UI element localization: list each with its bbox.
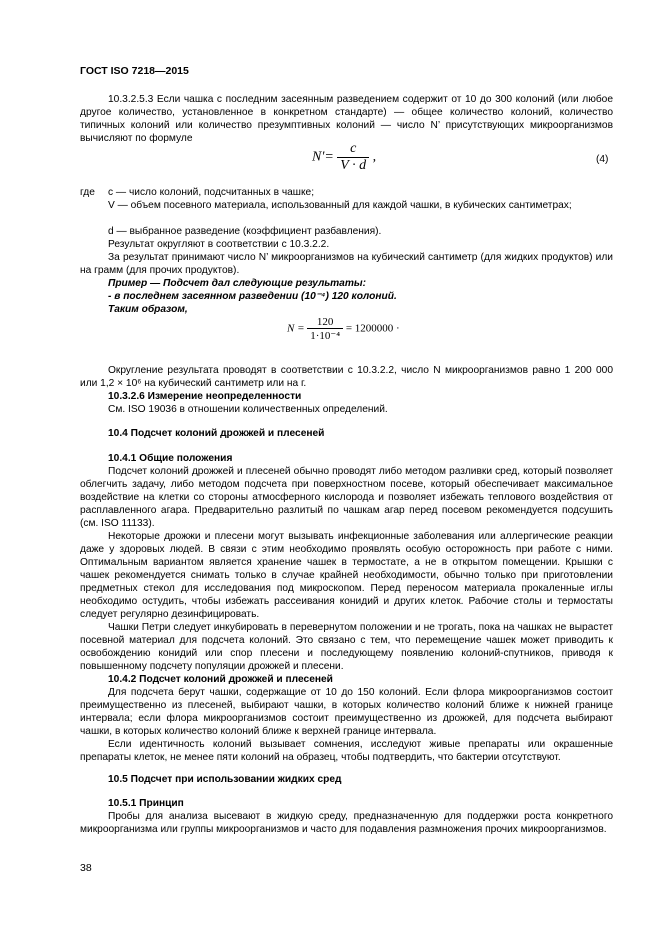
- example-line-2: - в последнем засеянном разведении (10⁻⁴) 120 колоний.: [108, 291, 397, 302]
- paragraph-rounding: Результат округляют в соответствии с 10.3.2.2.: [108, 239, 330, 250]
- section-10-4-title: 10.4 Подсчет колоний дрожжей и плесеней: [108, 428, 325, 439]
- formula-example-rhs: = 1200000 ·: [345, 322, 400, 335]
- definition-v: V — объем посевного материала, использованный для каждой чашки, в кубических сантиметрах;: [108, 200, 572, 211]
- formula-4-numerator: c: [337, 141, 369, 158]
- page-number: 38: [80, 862, 92, 874]
- section-10-5-title: 10.5 Подсчет при использовании жидких сред: [108, 774, 342, 785]
- section-10-4-2-paragraph-1: Для подсчета берут чашки, содержащие от 10 до 150 колоний. Если флора микроорганизмов состоит преимущественно из плесеней, выбирают чашки, в которых количество колоний ближе к нижней границе интервала; если флора микроорганизмов состоит преимущественно из дрожжей, для подсчета выбирают чашки, в которых количество колоний ближе к верхней границе интервала.: [80, 687, 613, 737]
- formula-example-fraction: [307, 316, 343, 342]
- section-10-5-1-paragraph: Пробы для анализа высевают в жидкую среду, предназначенную для поддержки роста конкретного микроорганизма или группы микроорганизмов и часто для подавления размножения прочих микроорганизмов.: [80, 811, 613, 835]
- section-10-3-2-6-text: См. ISO 19036 в отношении количественных определений.: [108, 404, 388, 415]
- formula-4-fraction: [337, 141, 369, 174]
- formula-example-denominator: 1·10⁻⁴: [310, 330, 341, 342]
- formula-4-tail: ,: [372, 149, 377, 165]
- definition-c: c — число колоний, подсчитанных в чашке;: [108, 187, 315, 198]
- formula-4-lhs: N'=: [312, 149, 334, 165]
- formula-example-lhs: N =: [287, 322, 305, 335]
- section-10-4-1-paragraph-2: Некоторые дрожжи и плесени могут вызывать инфекционные заболевания или аллергические реакции даже у здоровых людей. В связи с этим необходимо проявлять особую осторожность при работе с ними. Оптимальным вариантом является хранение чашек в термостате, а не в открытом помещении. Крышки с чашек рекомендуется снимать только в случае крайней необходимости, обычно только при приготовлении предметных стекол для исследования под микроскопом. Перед переносом материала прокаленные иглы необходимо остудить, чтобы избежать рассеивания конидий и других клеток. Рабочие столы и термостаты следует регулярно дезинфицировать.: [80, 531, 613, 620]
- paragraph-result: За результат принимают число N’ микроорганизмов на кубический сантиметр (для жидких продуктов) или на грамм (для прочих продуктов).: [80, 252, 613, 276]
- where-label: где: [80, 187, 95, 198]
- formula-4: [312, 141, 376, 174]
- formula-example-numerator: 120: [307, 316, 343, 329]
- section-10-4-2-title: 10.4.2 Подсчет колоний дрожжей и плесеней: [108, 674, 333, 685]
- section-10-5-1-title: 10.5.1 Принцип: [108, 798, 184, 809]
- section-10-4-1-title: 10.4.1 Общие положения: [108, 453, 233, 464]
- section-10-4-1-paragraph-1: Подсчет колоний дрожжей и плесеней обычно проводят либо методом разливки сред, который позволяет облегчить задачу, либо методом подсчета при поверхностном посеве, который обеспечивает максимальное воздействие на клетки со стороны атмосферного кислорода и позволяет избежать теплового воздействия от расплавленного агара. Предварительно разлитый по чашкам агар перед посевом рекомендуется подсушить (см. ISO 11133).: [80, 466, 613, 529]
- section-10-4-1-paragraph-3: Чашки Петри следует инкубировать в перевернутом положении и не трогать, пока на чашках не вырастет посевной материал для подсчета колоний. Это связано с тем, что перемещение чашек может приводить к освобождению конидий или спор плесени и последующему появлению колоний-спутников, приводя к повышенному подсчету популяции дрожжей и плесени.: [80, 622, 613, 672]
- formula-4-denominator: V · d: [340, 158, 367, 173]
- definition-d: d — выбранное разведение (коэффициент разбавления).: [108, 226, 382, 237]
- formula-4-number: (4): [596, 154, 609, 165]
- paragraph-10-3-2-5-3: 10.3.2.5.3 Если чашка с последним засеянным разведением содержит от 10 до 300 колоний (или любое другое количество, установленное в конкретном стандарте) — общее количество колоний, количество типичных колоний или количество презумптивных колоний — число N’ присутствующих микроорганизмов вычисляют по формуле: [80, 94, 613, 144]
- paragraph-rounding-2: Округление результата проводят в соответствии с 10.3.2.2, число N микроорганизмов равно 1 200 000 или 1,2 × 10⁶ на кубический сантиметр или на г.: [80, 365, 613, 389]
- section-10-4-2-paragraph-2: Если идентичность колоний вызывает сомнения, исследуют живые препараты или окрашенные препараты клеток, не менее пяти колоний на образец, чтобы подтвердить, что бактерии отсутствуют.: [80, 739, 613, 763]
- formula-example: [287, 316, 400, 342]
- example-line-1: Пример — Подсчет дал следующие результаты:: [108, 278, 366, 289]
- section-10-3-2-6-title: 10.3.2.6 Измерение неопределенности: [108, 391, 302, 402]
- example-line-3: Таким образом,: [108, 304, 188, 315]
- document-header: ГОСТ ISO 7218—2015: [80, 65, 189, 77]
